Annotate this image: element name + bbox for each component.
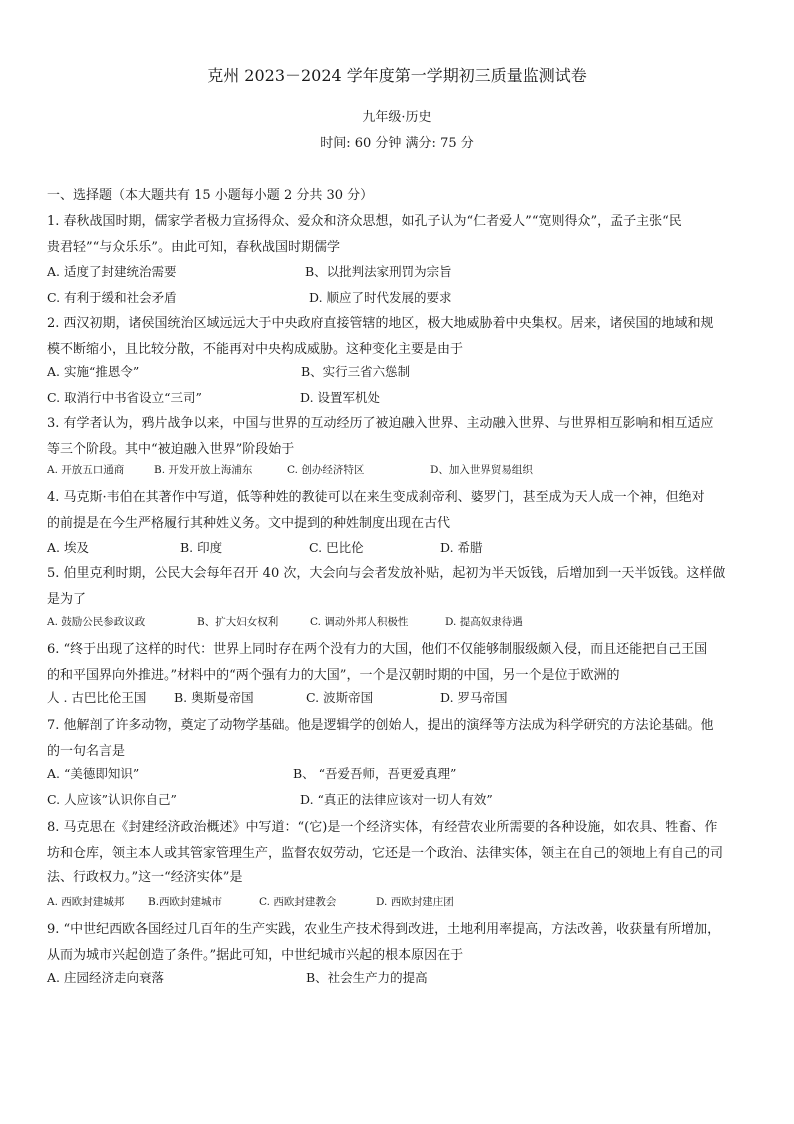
grade-subject: 九年级·历史 <box>362 110 432 125</box>
question-9-line-1: 9. “中世纪西欧各国经过几百年的生产实践，农业生产技术得到改进，土地利用率提高，方法改善，收获量有所增加， <box>47 922 721 937</box>
question-6-option-a[interactable]: 人 . 古巴比伦王国 <box>47 690 147 705</box>
question-6-option-d[interactable]: D. 罗马帝国 <box>440 690 508 705</box>
question-6-option-b[interactable]: B. 奥斯曼帝国 <box>174 690 254 705</box>
question-5-line-1: 5. 伯里克利时期，公民大会每年召开 40 次，大会向与会者发放补贴，起初为半天饭钱，后增加到一天半饭钱。这样做 <box>47 566 726 581</box>
question-9-option-b[interactable]: B、社会生产力的提高 <box>306 970 428 985</box>
question-3-option-a[interactable]: A. 开放五口通商 <box>47 464 125 476</box>
question-2-option-a[interactable]: A. 实施“推恩令” <box>47 364 140 379</box>
question-3-option-c[interactable]: C. 创办经济特区 <box>287 464 365 476</box>
question-4-option-a[interactable]: A. 埃及 <box>47 540 89 555</box>
question-8-option-c[interactable]: C. 西欧封建教会 <box>259 896 337 908</box>
question-8-line-2: 坊和仓库，领主本人或其管家管理生产，监督农奴劳动，它还是一个政治、法律实体，领主在自己的领地上有自己的司 <box>47 846 724 861</box>
time-and-score: 时间: 60 分钟 满分: 75 分 <box>320 136 474 151</box>
question-4-option-b[interactable]: B. 印度 <box>180 540 223 555</box>
question-5-line-2: 是为了 <box>47 592 87 607</box>
section-heading: 一、选择题（本大题共有 15 小题每小题 2 分共 30 分） <box>47 188 374 203</box>
question-4-option-c[interactable]: C. 巴比伦 <box>309 540 364 555</box>
exam-title: 克州 2023－2024 学年度第一学期初三质量监测试卷 <box>207 66 587 85</box>
question-8-option-a[interactable]: A. 西欧封建城邦 <box>47 896 125 908</box>
question-3-option-b[interactable]: B. 开发开放上海浦东 <box>154 464 253 476</box>
question-1-option-d[interactable]: D. 顺应了时代发展的要求 <box>309 290 452 305</box>
question-8-option-b[interactable]: B.西欧封建城市 <box>148 896 223 908</box>
question-8-line-1: 8. 马克思在《封建经济政治概述》中写道：“(它)是一个经济实体，有经营农业所需要的各种设施，如农具、牲畜、作 <box>47 820 718 835</box>
question-2-option-d[interactable]: D. 设置军机处 <box>300 390 381 405</box>
question-1-line-2: 贵君轻”“与众乐乐”。由此可知，春秋战国时期儒学 <box>47 240 340 255</box>
question-6-line-2: 的和平国界向外推进。”材料中的“两个强有力的大国”，一个是汉朝时期的中国，另一个是位于欧洲的 <box>47 668 620 683</box>
question-7-option-b[interactable]: B、 “吾爱吾师，吾更爱真理” <box>293 766 457 781</box>
question-5-option-b[interactable]: B、扩大妇女权利 <box>197 616 279 628</box>
question-1-option-b[interactable]: B、以批判法家刑罚为宗旨 <box>305 264 452 279</box>
question-3-option-d[interactable]: D、加入世界贸易组织 <box>430 464 533 476</box>
question-6-line-1: 6. “终于出现了这样的时代：世界上同时存在两个没有力的大国，他们不仅能够制服级颇入侵，而且还能把自己王国 <box>47 642 708 657</box>
question-4-line-2: 的前提是在今生严格履行其种姓义务。文中提到的种姓制度出现在古代 <box>47 516 451 531</box>
question-2-line-2: 模不断缩小，且比较分散，不能再对中央构成威胁。这种变化主要是由于 <box>47 342 464 357</box>
question-7-option-d[interactable]: D. “真正的法律应该对一切人有效” <box>300 792 493 807</box>
question-1-line-1: 1. 春秋战国时期，儒家学者极力宣扬得众、爱众和济众思想，如孔子认为“仁者爱人”“宽则得众”，孟子主张“民 <box>47 214 682 229</box>
question-1-option-c[interactable]: C. 有利于缓和社会矛盾 <box>47 290 177 305</box>
question-7-option-a[interactable]: A. “美德即知识” <box>47 766 140 781</box>
question-2-line-1: 2. 西汉初期，诸侯国统治区域远远大于中央政府直接管辖的地区，极大地威胁着中央集权。居来，诸侯国的地域和规 <box>47 316 714 331</box>
question-4-option-d[interactable]: D. 希腊 <box>440 540 483 555</box>
question-6-option-c[interactable]: C. 波斯帝国 <box>306 690 374 705</box>
question-9-option-a[interactable]: A. 庄园经济走向衰落 <box>47 970 164 985</box>
question-3-line-1: 3. 有学者认为，鸦片战争以来，中国与世界的互动经历了被迫融入世界、主动融入世界、与世界相互影响和相互适应 <box>47 416 714 431</box>
question-7-line-2: 的一句名言是 <box>47 744 126 759</box>
question-8-option-d[interactable]: D. 西欧封建庄团 <box>376 896 454 908</box>
question-2-option-c[interactable]: C. 取消行中书省设立“三司” <box>47 390 202 405</box>
question-5-option-d[interactable]: D. 提高奴隶待遇 <box>445 616 523 628</box>
question-8-line-3: 法、行政权力。”这一“经济实体”是 <box>47 870 243 885</box>
question-5-option-c[interactable]: C. 调动外邦人积极性 <box>310 616 409 628</box>
question-7-option-c[interactable]: C. 人应该”认识你自己” <box>47 792 177 807</box>
question-9-line-2: 从而为城市兴起创造了条件。”据此可知，中世纪城市兴起的根本原因在于 <box>47 948 464 963</box>
question-7-line-1: 7. 他解剖了许多动物，奠定了动物学基础。他是逻辑学的创始人，提出的演绎等方法成为科学研究的方法论基础。他 <box>47 718 714 733</box>
question-2-option-b[interactable]: B、实行三省六慫制 <box>301 364 411 379</box>
question-5-option-a[interactable]: A. 鼓励公民参政议政 <box>47 616 146 628</box>
question-4-line-1: 4. 马克斯·韦伯在其著作中写道，低等种姓的教徒可以在来生变成刹帝利、婆罗门，甚至成为天人成一个神，但绝对 <box>47 490 705 505</box>
question-3-line-2: 等三个阶段。其中“被迫融入世界”阶段始于 <box>47 442 295 457</box>
question-1-option-a[interactable]: A. 适度了封建统治需要 <box>47 264 177 279</box>
